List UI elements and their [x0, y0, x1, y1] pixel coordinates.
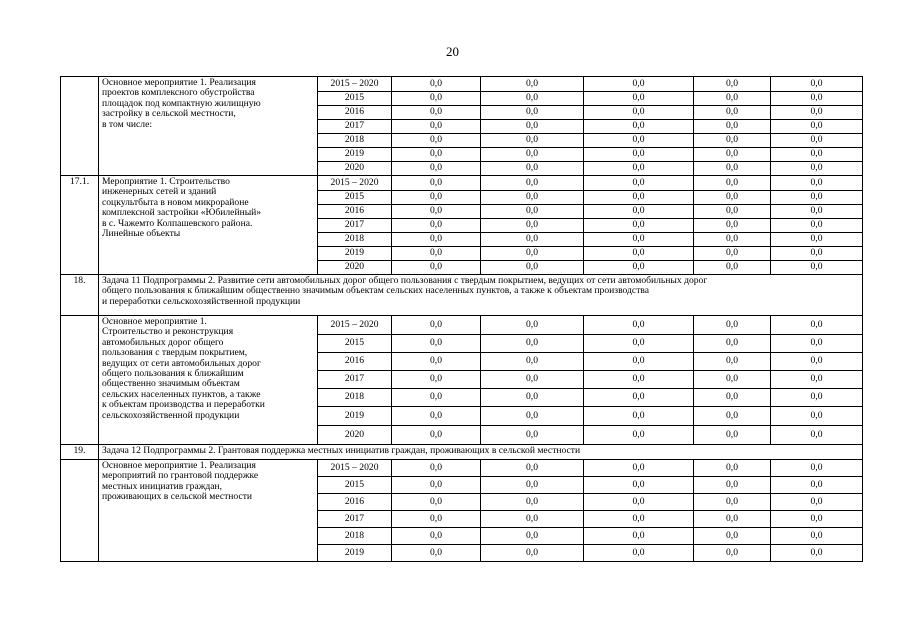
funding-table	[60, 76, 863, 562]
value-cell: 0,0	[392, 389, 481, 407]
value-cell: 0,0	[481, 494, 584, 511]
value-cell: 0,0	[584, 528, 694, 545]
table-row	[61, 176, 863, 191]
value-cell: 0,0	[771, 335, 863, 353]
value-cell: 0,0	[771, 477, 863, 494]
value-cell: 0,0	[584, 120, 694, 134]
value-cell: 0,0	[771, 494, 863, 511]
value-cell: 0,0	[694, 316, 771, 335]
value-cell: 0,0	[392, 120, 481, 134]
row-number	[61, 316, 99, 445]
row-number: 17.1.	[61, 176, 99, 275]
value-cell: 0,0	[584, 148, 694, 162]
value-cell: 0,0	[481, 371, 584, 389]
table-row	[61, 460, 863, 477]
year-cell: 2015	[318, 92, 392, 106]
measure-description: Мероприятие 1. Строительство инженерных сетей и зданий соцкультбыта в новом микрорайоне комплексной застройки «Юбилейный» в с. Чажемто Колпашевского района. Линейные объекты	[99, 176, 318, 275]
value-cell: 0,0	[481, 247, 584, 261]
value-cell: 0,0	[584, 407, 694, 426]
value-cell: 0,0	[771, 261, 863, 275]
year-cell: 2015 – 2020	[318, 77, 392, 92]
value-cell: 0,0	[771, 545, 863, 562]
value-cell: 0,0	[771, 511, 863, 528]
year-cell: 2017	[318, 371, 392, 389]
value-cell: 0,0	[694, 511, 771, 528]
year-cell: 2015 – 2020	[318, 316, 392, 335]
year-cell: 2018	[318, 134, 392, 148]
value-cell: 0,0	[392, 477, 481, 494]
value-cell: 0,0	[584, 176, 694, 191]
value-cell: 0,0	[771, 389, 863, 407]
value-cell: 0,0	[584, 162, 694, 176]
value-cell: 0,0	[694, 426, 771, 445]
value-cell: 0,0	[392, 511, 481, 528]
year-cell: 2015	[318, 191, 392, 205]
value-cell: 0,0	[584, 247, 694, 261]
value-cell: 0,0	[392, 426, 481, 445]
value-cell: 0,0	[771, 460, 863, 477]
value-cell: 0,0	[481, 426, 584, 445]
value-cell: 0,0	[481, 219, 584, 233]
year-cell: 2019	[318, 407, 392, 426]
value-cell: 0,0	[771, 120, 863, 134]
value-cell: 0,0	[584, 353, 694, 371]
value-cell: 0,0	[771, 247, 863, 261]
value-cell: 0,0	[771, 134, 863, 148]
value-cell: 0,0	[771, 407, 863, 426]
value-cell: 0,0	[584, 335, 694, 353]
value-cell: 0,0	[584, 494, 694, 511]
year-cell: 2018	[318, 389, 392, 407]
value-cell: 0,0	[392, 545, 481, 562]
value-cell: 0,0	[584, 134, 694, 148]
value-cell: 0,0	[771, 316, 863, 335]
value-cell: 0,0	[694, 120, 771, 134]
value-cell: 0,0	[392, 247, 481, 261]
value-cell: 0,0	[771, 162, 863, 176]
table-row	[61, 77, 863, 92]
value-cell: 0,0	[392, 176, 481, 191]
value-cell: 0,0	[392, 316, 481, 335]
year-cell: 2015	[318, 335, 392, 353]
value-cell: 0,0	[392, 261, 481, 275]
value-cell: 0,0	[481, 148, 584, 162]
task-row	[61, 445, 863, 460]
value-cell: 0,0	[481, 335, 584, 353]
value-cell: 0,0	[481, 511, 584, 528]
value-cell: 0,0	[584, 106, 694, 120]
year-cell: 2016	[318, 205, 392, 219]
year-cell: 2020	[318, 426, 392, 445]
value-cell: 0,0	[481, 134, 584, 148]
value-cell: 0,0	[771, 148, 863, 162]
value-cell: 0,0	[694, 205, 771, 219]
value-cell: 0,0	[392, 106, 481, 120]
year-cell: 2020	[318, 261, 392, 275]
value-cell: 0,0	[392, 335, 481, 353]
value-cell: 0,0	[481, 407, 584, 426]
value-cell: 0,0	[694, 494, 771, 511]
value-cell: 0,0	[392, 233, 481, 247]
value-cell: 0,0	[481, 191, 584, 205]
value-cell: 0,0	[481, 162, 584, 176]
year-cell: 2017	[318, 120, 392, 134]
value-cell: 0,0	[694, 77, 771, 92]
value-cell: 0,0	[392, 92, 481, 106]
year-cell: 2016	[318, 494, 392, 511]
value-cell: 0,0	[481, 92, 584, 106]
value-cell: 0,0	[392, 148, 481, 162]
value-cell: 0,0	[771, 219, 863, 233]
value-cell: 0,0	[481, 460, 584, 477]
value-cell: 0,0	[584, 191, 694, 205]
value-cell: 0,0	[694, 176, 771, 191]
value-cell: 0,0	[694, 460, 771, 477]
value-cell: 0,0	[481, 120, 584, 134]
value-cell: 0,0	[694, 335, 771, 353]
value-cell: 0,0	[771, 106, 863, 120]
value-cell: 0,0	[392, 191, 481, 205]
value-cell: 0,0	[481, 545, 584, 562]
value-cell: 0,0	[584, 477, 694, 494]
value-cell: 0,0	[694, 353, 771, 371]
value-cell: 0,0	[584, 511, 694, 528]
year-cell: 2020	[318, 162, 392, 176]
value-cell: 0,0	[481, 106, 584, 120]
value-cell: 0,0	[584, 545, 694, 562]
value-cell: 0,0	[771, 176, 863, 191]
value-cell: 0,0	[771, 191, 863, 205]
value-cell: 0,0	[392, 371, 481, 389]
value-cell: 0,0	[392, 77, 481, 92]
row-number: 19.	[61, 445, 99, 460]
page-number: 20	[446, 44, 459, 59]
value-cell: 0,0	[584, 205, 694, 219]
value-cell: 0,0	[481, 528, 584, 545]
value-cell: 0,0	[694, 407, 771, 426]
value-cell: 0,0	[481, 477, 584, 494]
value-cell: 0,0	[694, 389, 771, 407]
year-cell: 2019	[318, 247, 392, 261]
value-cell: 0,0	[584, 371, 694, 389]
year-cell: 2019	[318, 148, 392, 162]
year-cell: 2019	[318, 545, 392, 562]
measure-description: Основное мероприятие 1. Строительство и реконструкция автомобильных дорог общего пользования с твердым покрытием, ведущих от сети автомобильных дорог общего пользования к ближайшим общественно значимым объектам сельских населенных пунктов, а также к объектам производства и переработки сельскохозяйственной продукции	[99, 316, 318, 445]
value-cell: 0,0	[584, 426, 694, 445]
year-cell: 2018	[318, 233, 392, 247]
value-cell: 0,0	[584, 219, 694, 233]
row-number	[61, 77, 99, 176]
value-cell: 0,0	[584, 77, 694, 92]
value-cell: 0,0	[481, 77, 584, 92]
value-cell: 0,0	[771, 205, 863, 219]
value-cell: 0,0	[694, 371, 771, 389]
value-cell: 0,0	[771, 92, 863, 106]
value-cell: 0,0	[481, 261, 584, 275]
value-cell: 0,0	[584, 389, 694, 407]
value-cell: 0,0	[694, 528, 771, 545]
value-cell: 0,0	[481, 316, 584, 335]
value-cell: 0,0	[694, 148, 771, 162]
table-row	[61, 316, 863, 335]
value-cell: 0,0	[392, 494, 481, 511]
value-cell: 0,0	[584, 460, 694, 477]
value-cell: 0,0	[694, 162, 771, 176]
value-cell: 0,0	[694, 191, 771, 205]
value-cell: 0,0	[771, 426, 863, 445]
value-cell: 0,0	[694, 233, 771, 247]
year-cell: 2015 – 2020	[318, 176, 392, 191]
value-cell: 0,0	[694, 261, 771, 275]
year-cell: 2016	[318, 353, 392, 371]
year-cell: 2018	[318, 528, 392, 545]
value-cell: 0,0	[392, 353, 481, 371]
task-title: Задача 11 Подпрограммы 2. Развитие сети автомобильных дорог общего пользования с твердым покрытием, ведущих от сети автомобильных дорог общего пользования к ближайшим общественно значимым объектам сельских населенных пунктов, а также к объектам производства и переработки сельскохозяйственной продукции	[99, 275, 863, 316]
value-cell: 0,0	[771, 77, 863, 92]
value-cell: 0,0	[392, 219, 481, 233]
value-cell: 0,0	[771, 528, 863, 545]
value-cell: 0,0	[771, 233, 863, 247]
year-cell: 2016	[318, 106, 392, 120]
value-cell: 0,0	[694, 477, 771, 494]
value-cell: 0,0	[392, 407, 481, 426]
year-cell: 2015	[318, 477, 392, 494]
value-cell: 0,0	[694, 545, 771, 562]
value-cell: 0,0	[694, 219, 771, 233]
value-cell: 0,0	[694, 134, 771, 148]
value-cell: 0,0	[481, 353, 584, 371]
value-cell: 0,0	[584, 316, 694, 335]
year-cell: 2017	[318, 219, 392, 233]
value-cell: 0,0	[694, 92, 771, 106]
value-cell: 0,0	[392, 134, 481, 148]
year-cell: 2017	[318, 511, 392, 528]
year-cell: 2015 – 2020	[318, 460, 392, 477]
value-cell: 0,0	[584, 233, 694, 247]
measure-description: Основное мероприятие 1. Реализация мероприятий по грантовой поддержке местных инициатив граждан, проживающих в сельской местности	[99, 460, 318, 562]
task-title: Задача 12 Подпрограммы 2. Грантовая поддержка местных инициатив граждан, проживающих в сельской местности	[99, 445, 863, 460]
value-cell: 0,0	[771, 371, 863, 389]
value-cell: 0,0	[392, 460, 481, 477]
value-cell: 0,0	[481, 176, 584, 191]
value-cell: 0,0	[392, 205, 481, 219]
measure-description: Основное мероприятие 1. Реализация проектов комплексного обустройства площадок под компактную жилищную застройку в сельской местности, в том числе:	[99, 77, 318, 176]
value-cell: 0,0	[392, 528, 481, 545]
row-number	[61, 460, 99, 562]
value-cell: 0,0	[584, 261, 694, 275]
value-cell: 0,0	[694, 247, 771, 261]
value-cell: 0,0	[481, 205, 584, 219]
task-row	[61, 275, 863, 316]
value-cell: 0,0	[694, 106, 771, 120]
value-cell: 0,0	[481, 233, 584, 247]
value-cell: 0,0	[392, 162, 481, 176]
row-number: 18.	[61, 275, 99, 316]
value-cell: 0,0	[584, 92, 694, 106]
value-cell: 0,0	[771, 353, 863, 371]
value-cell: 0,0	[481, 389, 584, 407]
